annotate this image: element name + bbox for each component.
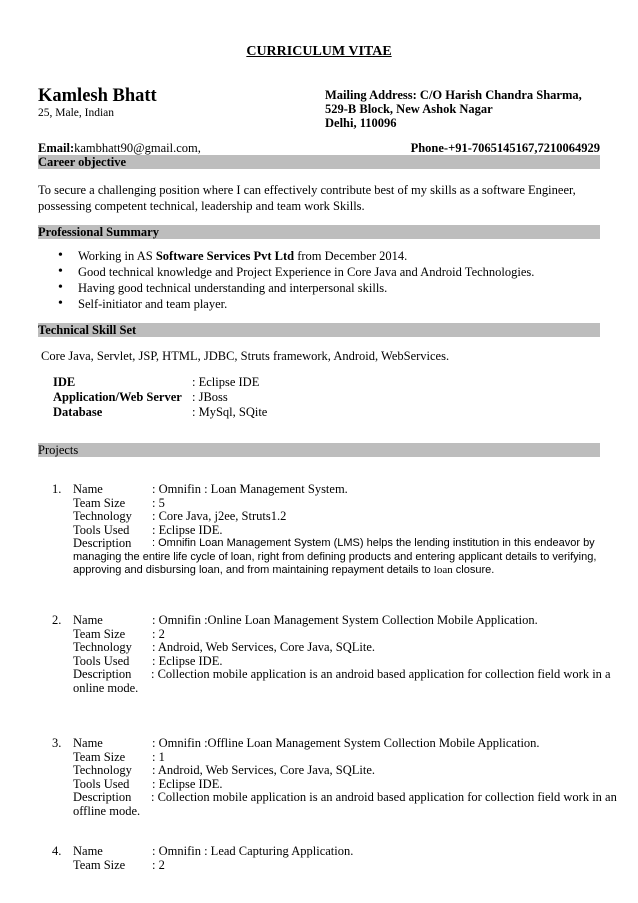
summary-item: • Good technical knowledge and Project Experience in Core Java and Android Technologies. — [54, 264, 534, 280]
description-continued: online mode. — [73, 680, 139, 695]
project-name-label: Name — [73, 613, 103, 627]
description-label: Description — [73, 667, 132, 681]
project-name: : Omnifin : Loan Management System. — [152, 482, 348, 496]
skills-table — [53, 375, 268, 420]
skills-list: Core Java, Servlet, JSP, HTML, JDBC, Struts framework, Android, WebServices. — [41, 349, 450, 363]
skill-row — [53, 390, 228, 405]
phone-line: Phone-+91-7065145167,7210064929 — [410, 141, 600, 155]
document-title: CURRICULUM VITAE — [246, 44, 392, 59]
project-number: 3. — [52, 736, 62, 750]
skill-label: Application/Web Server — [53, 390, 182, 404]
summary-list — [54, 248, 534, 312]
skill-row — [53, 375, 260, 390]
technology: : Android, Web Services, Core Java, SQLite. — [152, 763, 376, 777]
project-item — [38, 613, 611, 695]
description-line: managing the entire life cycle of loan, right from defining products and entering applicant details to verifying, — [73, 550, 597, 563]
technology-label: Technology — [73, 763, 132, 777]
address-line-1: Mailing Address: C/O Harish Chandra Sharma, — [325, 88, 582, 102]
project-name-label: Name — [73, 736, 103, 750]
project-number: 4. — [52, 844, 62, 858]
email-line — [38, 141, 201, 156]
team-size-label: Team Size — [73, 495, 126, 510]
project-item — [38, 736, 617, 818]
tools-label: Tools Used — [73, 653, 130, 668]
description-continued — [38, 551, 598, 578]
skill-label: IDE — [53, 375, 76, 389]
project-number: 2. — [52, 613, 62, 627]
summary-item: • Working in AS Software Services Pvt Ltd from December 2014. — [54, 248, 534, 264]
technology-label: Technology — [73, 640, 132, 654]
technology: : Android, Web Services, Core Java, SQLite. — [152, 640, 376, 654]
tools-used: : Eclipse IDE. — [152, 522, 223, 537]
skill-value: : MySql, SQite — [192, 405, 268, 419]
technology-label: Technology — [73, 509, 132, 523]
candidate-details: 25, Male, Indian — [38, 107, 115, 119]
email-label: Email: — [38, 141, 75, 155]
section-heading-projects: Projects — [38, 443, 600, 457]
description-label: Description — [73, 790, 132, 804]
team-size-label: Team Size — [73, 626, 126, 641]
project-number: 1. — [52, 482, 62, 496]
description-first-line: : Collection mobile application is an android based application for collection field work in a — [151, 667, 611, 681]
team-size: : 5 — [152, 495, 165, 510]
skill-value: : Eclipse IDE — [192, 375, 260, 389]
description-first-line: : Collection mobile application is an android based application for collection field work in an — [151, 790, 617, 804]
team-size: : 2 — [152, 857, 165, 872]
section-heading-summary: Professional Summary — [38, 225, 600, 239]
project-name-label: Name — [73, 844, 103, 858]
address-line-3: Delhi, 110096 — [325, 116, 397, 130]
team-size-label: Team Size — [73, 749, 126, 764]
skill-value: : JBoss — [192, 390, 228, 404]
email-value: kambhatt90@gmail.com, — [74, 141, 201, 155]
project-name: : Omnifin :Online Loan Management System Collection Mobile Application. — [152, 613, 538, 627]
team-size: : 1 — [152, 749, 165, 764]
description-line: approving and disbursing loan, and from maintaining repayment details to loan closure. — [73, 564, 495, 576]
skill-row — [53, 405, 268, 420]
tools-used: : Eclipse IDE. — [152, 653, 223, 668]
summary-item: • Having good technical understanding and interpersonal skills. — [54, 280, 534, 296]
technology: : Core Java, j2ee, Struts1.2 — [152, 509, 287, 523]
career-objective-text: To secure a challenging position where I can effectively contribute best of my skills as a software Engineer, possessing competent technical, leadership and team work Skills. — [38, 183, 576, 213]
team-size-label: Team Size — [73, 857, 126, 872]
project-name: : Omnifin : Lead Capturing Application. — [152, 844, 354, 858]
summary-item: • Self-initiator and team player. — [54, 296, 534, 312]
description-continued: offline mode. — [73, 803, 141, 818]
tools-label: Tools Used — [73, 522, 130, 537]
description-first-line: : Omnifin Loan Management System (LMS) helps the lending institution in this endeavor by — [152, 537, 595, 549]
tools-used: : Eclipse IDE. — [152, 776, 223, 791]
team-size: : 2 — [152, 626, 165, 641]
project-name-label: Name — [73, 482, 103, 496]
project-item — [38, 483, 598, 578]
skill-label: Database — [53, 405, 103, 419]
tools-label: Tools Used — [73, 776, 130, 791]
address-line-2: 529-B Block, New Ashok Nagar — [325, 102, 493, 116]
description-label: Description — [73, 536, 132, 550]
project-name: : Omnifin :Offline Loan Management System Collection Mobile Application. — [152, 736, 540, 750]
project-item — [38, 845, 598, 872]
candidate-name: Kamlesh Bhatt — [38, 86, 157, 106]
section-heading-career: Career objective — [38, 155, 600, 169]
section-heading-skills: Technical Skill Set — [38, 323, 600, 337]
